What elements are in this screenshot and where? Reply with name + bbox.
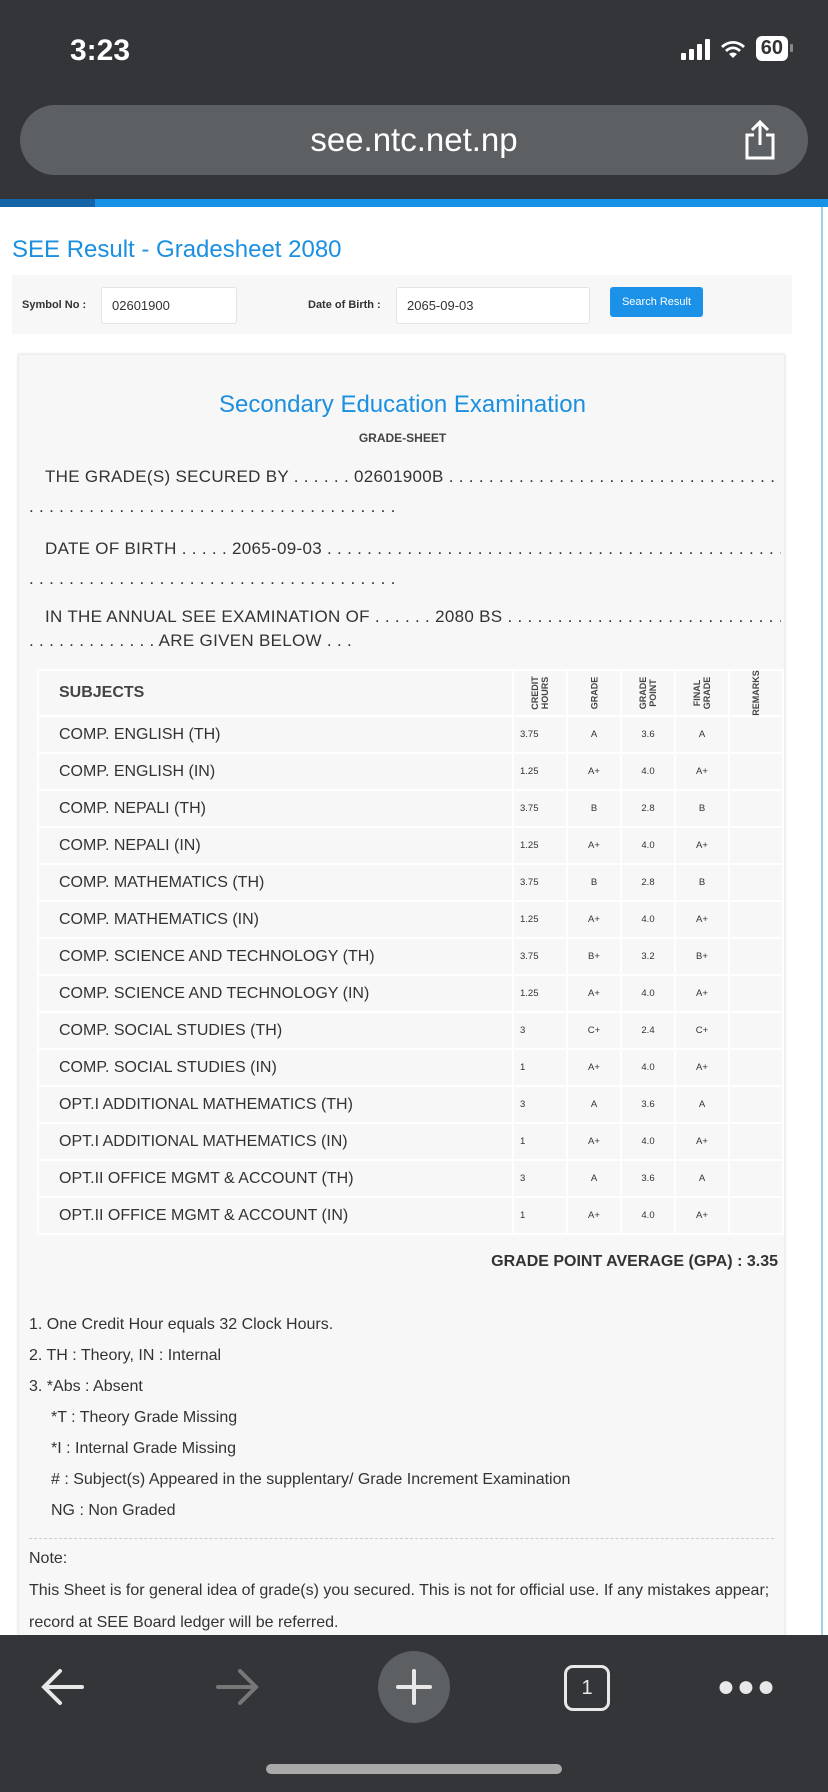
tab-count: 1 xyxy=(581,1676,593,1699)
secured-value: 02601900B xyxy=(354,467,444,486)
note-title: Note: xyxy=(29,1550,68,1567)
exam-line xyxy=(29,607,781,627)
grade-cell: A+ xyxy=(567,1123,621,1160)
remarks-cell xyxy=(729,790,783,827)
subject-cell: OPT.II OFFICE MGMT & ACCOUNT (IN) xyxy=(38,1197,513,1234)
remarks-cell xyxy=(729,938,783,975)
final-grade-cell: A+ xyxy=(675,1049,729,1086)
grade-cell: A+ xyxy=(567,827,621,864)
forward-icon[interactable] xyxy=(212,1659,262,1715)
col-grade-point: GRADE POINT xyxy=(621,670,675,716)
table-row xyxy=(38,1123,783,1160)
credit-cell: 1 xyxy=(513,1049,567,1086)
table-row xyxy=(38,901,783,938)
status-time: 3:23 xyxy=(70,34,131,67)
final-grade-cell: A+ xyxy=(675,753,729,790)
dob-line xyxy=(29,539,781,559)
grade-point-cell: 4.0 xyxy=(621,1049,675,1086)
table-row xyxy=(38,1012,783,1049)
grade-cell: A xyxy=(567,716,621,753)
final-grade-cell: B xyxy=(675,790,729,827)
dob-line-value: 2065-09-03 xyxy=(232,539,322,558)
subject-cell: COMP. SCIENCE AND TECHNOLOGY (IN) xyxy=(38,975,513,1012)
new-tab-button[interactable] xyxy=(378,1651,450,1723)
remarks-cell xyxy=(729,901,783,938)
final-grade-cell: A xyxy=(675,716,729,753)
final-grade-cell: A xyxy=(675,1086,729,1123)
col-final-grade: FINAL GRADE xyxy=(675,670,729,716)
credit-cell: 3.75 xyxy=(513,938,567,975)
remarks-cell xyxy=(729,864,783,901)
remarks-cell xyxy=(729,975,783,1012)
grade-cell: A xyxy=(567,1086,621,1123)
dotted-filler xyxy=(29,569,781,589)
note-item: 1. One Credit Hour equals 32 Clock Hours. xyxy=(29,1316,334,1333)
grade-sheet xyxy=(18,354,785,1644)
table-row xyxy=(38,753,783,790)
remarks-cell xyxy=(729,1086,783,1123)
grade-cell: A+ xyxy=(567,901,621,938)
symbol-input[interactable] xyxy=(101,287,237,324)
credit-cell: 1 xyxy=(513,1197,567,1234)
grade-cell: A+ xyxy=(567,975,621,1012)
exam-value: 2080 BS xyxy=(435,607,503,626)
credit-cell: 1.25 xyxy=(513,975,567,1012)
grade-point-cell: 4.0 xyxy=(621,975,675,1012)
subject-cell: COMP. SOCIAL STUDIES (TH) xyxy=(38,1012,513,1049)
table-row xyxy=(38,1197,783,1234)
subject-cell: COMP. SCIENCE AND TECHNOLOGY (TH) xyxy=(38,938,513,975)
grade-point-cell: 2.4 xyxy=(621,1012,675,1049)
subject-cell: OPT.II OFFICE MGMT & ACCOUNT (TH) xyxy=(38,1160,513,1197)
remarks-cell xyxy=(729,1012,783,1049)
grade-point-cell: 4.0 xyxy=(621,1197,675,1234)
final-grade-cell: A+ xyxy=(675,827,729,864)
wifi-icon xyxy=(720,39,746,59)
col-subjects: SUBJECTS xyxy=(38,670,513,716)
grade-point-cell: 4.0 xyxy=(621,827,675,864)
secured-label: THE GRADE(S) SECURED BY xyxy=(45,467,289,486)
credit-cell: 1.25 xyxy=(513,827,567,864)
credit-cell: 3.75 xyxy=(513,790,567,827)
table-row xyxy=(38,716,783,753)
back-icon[interactable] xyxy=(38,1659,88,1715)
grade-cell: C+ xyxy=(567,1012,621,1049)
final-grade-cell: B+ xyxy=(675,938,729,975)
grade-point-cell: 3.6 xyxy=(621,1160,675,1197)
remarks-cell xyxy=(729,1160,783,1197)
note-item: *T : Theory Grade Missing xyxy=(51,1409,238,1426)
grade-point-cell: 3.6 xyxy=(621,1086,675,1123)
gpa-summary: GRADE POINT AVERAGE (GPA) : 3.35 xyxy=(491,1253,778,1270)
tabs-button[interactable] xyxy=(564,1665,610,1711)
note-item: 3. *Abs : Absent xyxy=(29,1378,143,1395)
final-grade-cell: C+ xyxy=(675,1012,729,1049)
subject-cell: OPT.I ADDITIONAL MATHEMATICS (TH) xyxy=(38,1086,513,1123)
grade-cell: A+ xyxy=(567,753,621,790)
page-title: SEE Result - Gradesheet 2080 xyxy=(12,236,342,263)
status-icons xyxy=(681,36,788,61)
browser-chrome xyxy=(0,0,828,199)
given-below-line xyxy=(29,631,781,651)
final-grade-cell: A+ xyxy=(675,1197,729,1234)
subject-cell: COMP. SOCIAL STUDIES (IN) xyxy=(38,1049,513,1086)
subject-cell: COMP. NEPALI (IN) xyxy=(38,827,513,864)
table-row xyxy=(38,1160,783,1197)
sheet-heading: Secondary Education Examination xyxy=(219,391,586,418)
grade-cell: B xyxy=(567,864,621,901)
url-text: see.ntc.net.np xyxy=(310,121,518,158)
grade-point-cell: 4.0 xyxy=(621,1123,675,1160)
credit-cell: 1.25 xyxy=(513,901,567,938)
dob-line-label: DATE OF BIRTH xyxy=(45,539,177,558)
table-row xyxy=(38,1049,783,1086)
grade-cell: A+ xyxy=(567,1197,621,1234)
subject-cell: COMP. MATHEMATICS (TH) xyxy=(38,864,513,901)
table-row xyxy=(38,827,783,864)
final-grade-cell: A xyxy=(675,1160,729,1197)
grade-point-cell: 2.8 xyxy=(621,790,675,827)
exam-label: IN THE ANNUAL SEE EXAMINATION OF xyxy=(45,607,370,626)
plus-icon xyxy=(394,1667,434,1707)
more-menu-icon[interactable]: ●●● xyxy=(716,1670,778,1703)
final-grade-cell: B xyxy=(675,864,729,901)
note-item: NG : Non Graded xyxy=(51,1502,176,1519)
remarks-cell xyxy=(729,716,783,753)
symbol-label: Symbol No : xyxy=(22,299,87,311)
remarks-cell xyxy=(729,1197,783,1234)
subject-cell: COMP. ENGLISH (IN) xyxy=(38,753,513,790)
grade-cell: A xyxy=(567,1160,621,1197)
table-row xyxy=(38,1086,783,1123)
grade-cell: A+ xyxy=(567,1049,621,1086)
note-text: This Sheet is for general idea of grade(s) you secured. This is not for official use. If any mistakes appear; record at SEE Board ledger will be referred. xyxy=(29,1582,770,1631)
subject-cell: OPT.I ADDITIONAL MATHEMATICS (IN) xyxy=(38,1123,513,1160)
final-grade-cell: A+ xyxy=(675,975,729,1012)
dotted-filler xyxy=(29,497,781,517)
grade-point-cell: 4.0 xyxy=(621,901,675,938)
search-result-button[interactable]: Search Result xyxy=(610,287,703,317)
divider xyxy=(29,1538,774,1539)
home-indicator xyxy=(266,1764,562,1774)
dob-input[interactable] xyxy=(396,287,590,324)
col-remarks: REMARKS xyxy=(729,670,783,716)
table-header xyxy=(38,670,783,716)
remarks-cell xyxy=(729,1123,783,1160)
subject-cell: COMP. NEPALI (TH) xyxy=(38,790,513,827)
dob-label: Date of Birth : xyxy=(308,299,381,311)
table-row xyxy=(38,790,783,827)
grade-point-cell: 3.6 xyxy=(621,716,675,753)
col-grade: GRADE xyxy=(567,670,621,716)
table-row xyxy=(38,864,783,901)
share-icon[interactable] xyxy=(740,119,780,161)
credit-cell: 1 xyxy=(513,1123,567,1160)
disclaimer xyxy=(29,1543,774,1639)
sheet-subheading: GRADE-SHEET xyxy=(358,431,447,445)
grade-cell: B xyxy=(567,790,621,827)
credit-cell: 3 xyxy=(513,1012,567,1049)
credit-cell: 3.75 xyxy=(513,716,567,753)
table-row xyxy=(38,975,783,1012)
search-form xyxy=(12,275,792,334)
credit-cell: 1.25 xyxy=(513,753,567,790)
grade-point-cell: 3.2 xyxy=(621,938,675,975)
subject-cell: COMP. MATHEMATICS (IN) xyxy=(38,901,513,938)
given-below: ARE GIVEN BELOW xyxy=(158,631,322,650)
battery-icon: 60 xyxy=(756,36,788,61)
page-load-bar xyxy=(0,199,828,207)
grade-cell: B+ xyxy=(567,938,621,975)
credit-cell: 3 xyxy=(513,1160,567,1197)
subject-cell: COMP. ENGLISH (TH) xyxy=(38,716,513,753)
signal-icon xyxy=(681,38,710,60)
note-item: *I : Internal Grade Missing xyxy=(51,1440,236,1457)
grade-point-cell: 4.0 xyxy=(621,753,675,790)
credit-cell: 3.75 xyxy=(513,864,567,901)
note-item: 2. TH : Theory, IN : Internal xyxy=(29,1347,222,1364)
page-edge xyxy=(821,207,823,1637)
grades-table xyxy=(37,669,784,1235)
note-item: # : Subject(s) Appeared in the supplentary/ Grade Increment Examination xyxy=(51,1471,571,1488)
remarks-cell xyxy=(729,753,783,790)
address-bar[interactable] xyxy=(20,105,808,175)
secured-line xyxy=(29,467,781,487)
remarks-cell xyxy=(729,1049,783,1086)
grade-point-cell: 2.8 xyxy=(621,864,675,901)
col-credit-hours: CREDIT HOURS xyxy=(513,670,567,716)
final-grade-cell: A+ xyxy=(675,1123,729,1160)
final-grade-cell: A+ xyxy=(675,901,729,938)
table-row xyxy=(38,938,783,975)
legend-notes xyxy=(29,1309,570,1526)
remarks-cell xyxy=(729,827,783,864)
credit-cell: 3 xyxy=(513,1086,567,1123)
